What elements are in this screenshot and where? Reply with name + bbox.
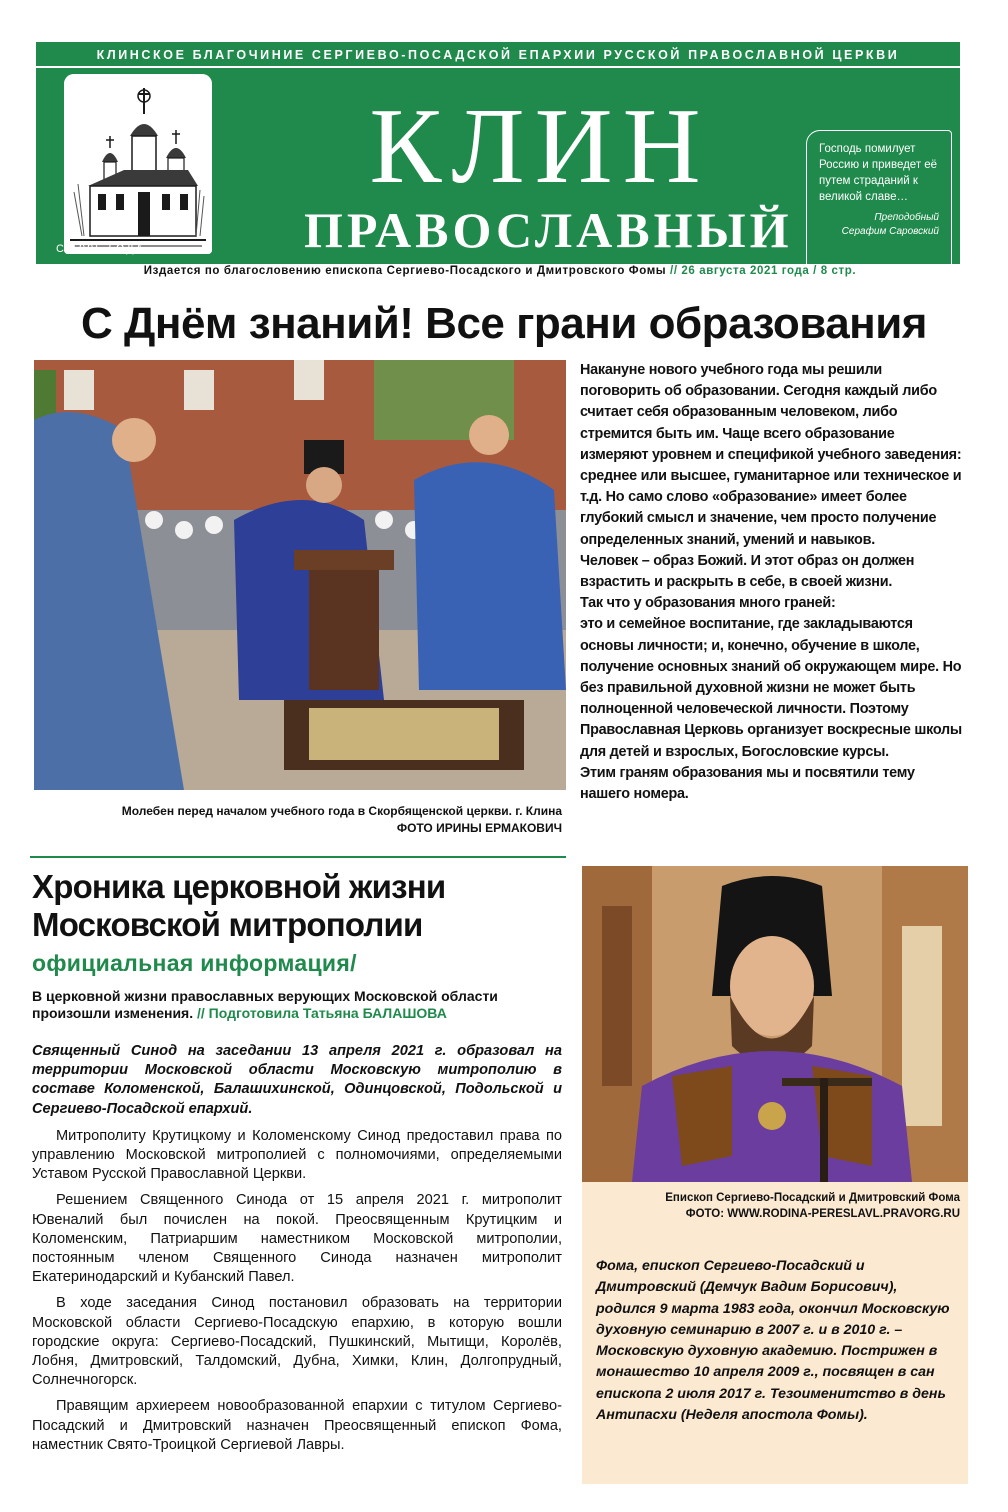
photo1-credit: ФОТО ИРИНЫ ЕРМАКОВИЧ: [396, 821, 562, 835]
lede-text: В церковной жизни православных верующих Московской области произошли изменения.: [32, 988, 498, 1021]
intro-paragraph: Человек – образ Божий. И этот образ он должен взрастить и раскрыть в себе, в своей жизни.: [580, 552, 915, 591]
article-subtitle: официальная информация/: [32, 950, 357, 976]
intro-text: [580, 360, 964, 805]
intro-paragraph: это и семейное воспитание, где закладываются основы личности; и, конечно, обучение в школе, получение основных знаний об окружающем мире. Но без правильной духовной жизни не может быть полноценной человеческой личности. Поэтому Православная Церковь организует воскресные школы для детей и взрослых, Богословские курсы.: [580, 616, 962, 760]
quote-author: [819, 211, 939, 239]
bishop-bio: Фома, епископ Сергиево-Посадский и Дмитровский (Демчук Вадим Борисович), родился 9 марта 1983 года, окончил Московскую духовную семинарию в 2007 г. и в 2010 г. – Московскую духовную академию. Пострижен в монашество 10 апреля 2009 г., посвящен в сан епископа 2 июля 2017 г. Тезоименитство в день Антипасхи (Неделя апостола Фомы).: [596, 1258, 950, 1424]
church-logo: [64, 74, 212, 254]
bishop-caption-text: Епископ Сергиево-Посадский и Дмитровский Фома: [665, 1192, 960, 1204]
intro-paragraph: Так что у образования много граней:: [580, 595, 836, 612]
prayer-service-photo: [34, 360, 566, 790]
bishop-sidebar: [582, 866, 968, 1484]
main-headline: С Днём знаний! Все грани образования: [81, 299, 927, 348]
article-paragraph: Решением Священного Синода от 15 апреля 2021 г. митрополит Ювеналий был почислен на покой. Преосвященным Крутицким и Коломенским, Патриаршим наместником Московской митрополии, постоянным членом Священного Синода назначен митрополит Екатеринодарский и Кубанский Павел.: [32, 1192, 562, 1286]
bishop-photo: [582, 866, 968, 1182]
quote-scroll: [806, 130, 952, 280]
diocese-line: КЛИНСКОЕ БЛАГОЧИНИЕ СЕРГИЕВО-ПОСАДСКОЙ ЕПАРХИИ РУССКОЙ ПРАВОСЛАВНОЙ ЦЕРКВИ: [36, 42, 960, 68]
article-paragraph: В ходе заседания Синод постановил образовать на территории Московской области Сергиево-Посадскую епархию, в которую вошли городские округа: Сергиево-Посадский, Пушкинский, Мытищи, Королёв, Лобня, Дмитровский, Талдомский, Дубна, Химки, Клин, Долгопрудный, Солнечногорск.: [32, 1295, 562, 1389]
prayer-service-illustration: [34, 360, 566, 790]
intro-paragraph: Этим граням образования мы и посвятили тему нашего номера.: [580, 764, 915, 803]
article-byline: // Подготовила Татьяна БАЛАШОВА: [193, 1005, 447, 1021]
article-title: Хроника церковной жизни Московской митрополии: [32, 868, 446, 943]
issue-date: // 26 августа 2021 года / 8 стр.: [666, 265, 857, 277]
since-year: С 1995 ГОДА: [56, 243, 145, 255]
newspaper-title: КЛИН: [369, 87, 711, 206]
article-lead: Священный Синод на заседании 13 апреля 2021 г. образовал на территории Московской области Московскую митрополию в составе Коломенской, Балашихинской, Одинцовской, Подольской и Сергиево-Посадской епархий.: [32, 1043, 562, 1117]
quote-author-name: Серафим Саровский: [841, 226, 939, 237]
photo1-caption-text: Молебен перед началом учебного года в Скорбященской церкви. г. Клина: [121, 804, 562, 818]
intro-paragraph: Накануне нового учебного года мы решили поговорить об образовании. Сегодня каждый либо считает себя образованным человеком, либо стремится быть им. Чаще всего образование измеряют уровнем и спецификой учебного заведения: среднее или высшее, гуманитарное или техническое и т.д. Но само слово «образование» имеет более глубокий смысл и значение, чем просто получение определенных знаний, умений и навыков.: [580, 362, 962, 548]
blessing-text: Издается по благословению епископа Сергиево-Посадского и Дмитровского Фомы: [143, 265, 667, 277]
article-lede: [32, 988, 562, 1022]
masthead: [36, 42, 960, 264]
article-body: [32, 1042, 562, 1462]
photo1-caption: [34, 803, 562, 837]
church-icon: [64, 74, 212, 254]
bishop-illustration: [582, 866, 968, 1182]
bishop-caption: [588, 1190, 960, 1222]
newspaper-subtitle: ПРАВОСЛАВНЫЙ: [304, 202, 793, 258]
article-paragraph: Правящим архиереем новообразованной епархии с титулом Сергиево-Посадский и Дмитровский назначен Преосвященный епископ Фома, наместник Свято-Троицкой Сергиевой Лавры.: [32, 1398, 562, 1453]
section-divider: [30, 856, 566, 858]
quote-author-title: Преподобный: [874, 212, 939, 223]
quote-text: Господь помилует Россию и приведет её путем страданий к великой славе…: [819, 143, 938, 203]
article-paragraph: Митрополиту Крутицкому и Коломенскому Синод предоставил права по управлению Московской митрополией с полномочиями, определяемыми Уставом Русской Православной Церкви.: [32, 1127, 562, 1183]
blessing-line: [40, 265, 960, 277]
bishop-photo-credit: ФОТО: WWW.RODINA-PERESLAVL.PRAVORG.RU: [685, 1208, 960, 1220]
